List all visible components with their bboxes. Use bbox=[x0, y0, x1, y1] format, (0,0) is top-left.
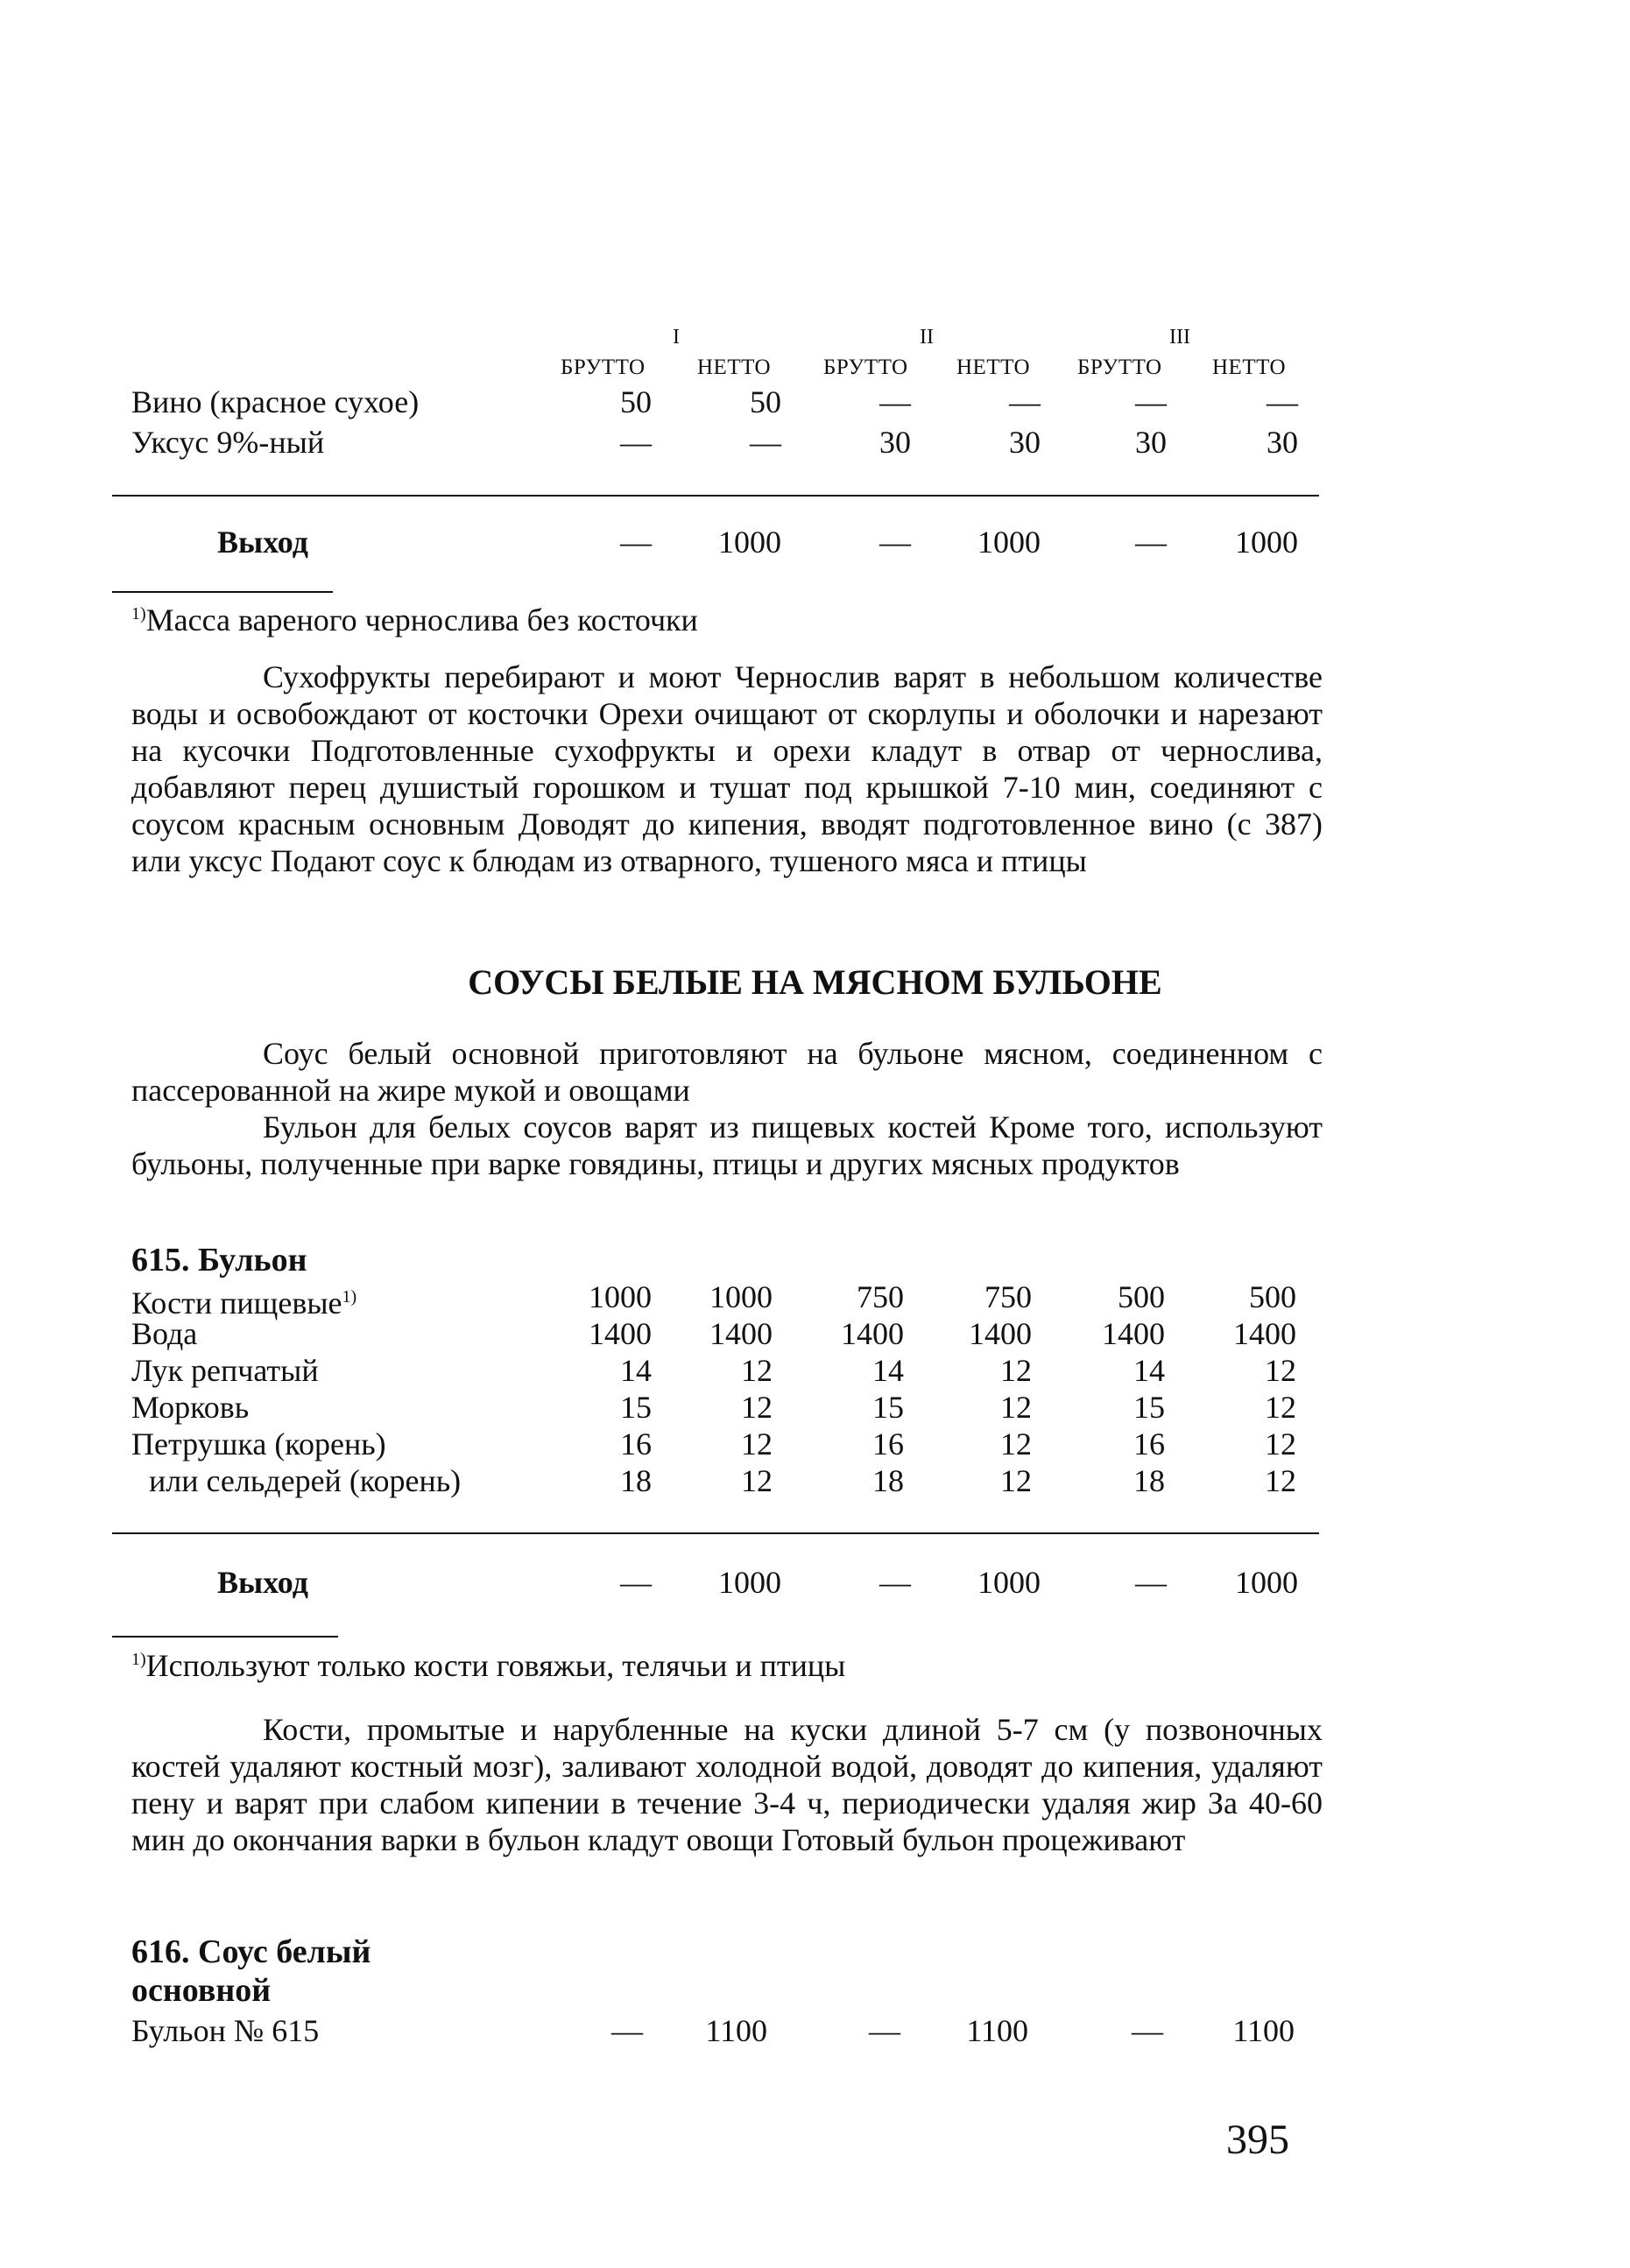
cell: 1400 bbox=[709, 1316, 773, 1351]
cell: 12 bbox=[741, 1426, 773, 1462]
cell: 14 bbox=[872, 1353, 904, 1388]
cell: — bbox=[879, 384, 911, 419]
cell: 30 bbox=[1009, 425, 1041, 460]
yield-cell: — bbox=[620, 525, 652, 560]
roman-header-2: II bbox=[920, 326, 934, 349]
cell: 16 bbox=[872, 1426, 904, 1462]
cell: — bbox=[1132, 2013, 1163, 2048]
paragraph-text: Соус белый основной приготовляют на бульоне мясном, соединенном с пассерованной на жире мукой и овощами bbox=[131, 1036, 1323, 1108]
cell: 500 bbox=[1249, 1279, 1296, 1314]
ingredient-name: Петрушка (корень) bbox=[131, 1426, 386, 1462]
paragraph-text: Кости, промытые и нарубленные на куски длиной 5-7 см (у позвоночных костей удаляют костный мозг), заливают холодной водой, доводят до кипения, удаляют пену и варят при слабом кипении в течение 3-4 ч, периодически удаляя жир За 40-60 мин до окончания варки в бульон кладут овощи Готовый бульон процеживают bbox=[131, 1712, 1323, 1857]
cell: 30 bbox=[1267, 425, 1298, 460]
table-rule bbox=[112, 495, 1319, 497]
yield-cell: 1000 bbox=[718, 525, 781, 560]
cell: 1400 bbox=[1233, 1316, 1296, 1351]
yield-cell: 1000 bbox=[1235, 525, 1298, 560]
paragraph bbox=[131, 1035, 1323, 1182]
cell: 12 bbox=[741, 1353, 773, 1388]
cell: 16 bbox=[1133, 1426, 1165, 1462]
roman-header-1: I bbox=[673, 326, 680, 349]
cell: 15 bbox=[620, 1390, 652, 1425]
col-header: НЕТТО bbox=[697, 356, 772, 379]
paragraph-text: Бульон для белых соусов варят из пищевых костей Кроме того, используют бульоны, полученные при варке говядины, птицы и других мясных продуктов bbox=[131, 1109, 1323, 1181]
cell: 12 bbox=[1265, 1390, 1296, 1425]
section-heading: СОУСЫ БЕЛЫЕ НА МЯСНОМ БУЛЬОНЕ bbox=[468, 962, 1162, 1002]
cell: 12 bbox=[741, 1463, 773, 1498]
yield-cell: 1000 bbox=[977, 1565, 1041, 1600]
footnote-rule bbox=[112, 1636, 338, 1638]
row-name: Вино (красное сухое) bbox=[131, 384, 420, 419]
page-number: 395 bbox=[1226, 2117, 1289, 2163]
yield-cell: — bbox=[879, 1565, 911, 1600]
cell: 1400 bbox=[1102, 1316, 1165, 1351]
cell: 12 bbox=[1265, 1353, 1296, 1388]
yield-cell: 1000 bbox=[977, 525, 1041, 560]
cell: 750 bbox=[984, 1279, 1032, 1314]
cell: — bbox=[750, 425, 781, 460]
cell: 1400 bbox=[589, 1316, 652, 1351]
ingredient-name: Морковь bbox=[131, 1390, 250, 1425]
yield-cell: — bbox=[620, 1565, 652, 1600]
cell: 12 bbox=[1265, 1463, 1296, 1498]
recipe-title: основной bbox=[131, 1972, 272, 2009]
footnote-rule bbox=[112, 591, 333, 593]
cell: 12 bbox=[1000, 1353, 1032, 1388]
cell: — bbox=[869, 2013, 900, 2048]
cell: 1400 bbox=[969, 1316, 1032, 1351]
cell: 1000 bbox=[709, 1279, 773, 1314]
ingredient-name: Вода bbox=[131, 1316, 198, 1351]
cell: — bbox=[611, 2013, 643, 2048]
footnote bbox=[131, 595, 698, 638]
cell: 1100 bbox=[705, 2013, 767, 2048]
yield-cell: — bbox=[1135, 525, 1167, 560]
ingredient-name: или сельдерей (корень) bbox=[149, 1463, 462, 1498]
cell: 14 bbox=[1133, 1353, 1165, 1388]
cell: 12 bbox=[741, 1390, 773, 1425]
cell: 15 bbox=[872, 1390, 904, 1425]
cell: 1400 bbox=[841, 1316, 904, 1351]
cell: — bbox=[620, 425, 652, 460]
cell: 1000 bbox=[589, 1279, 652, 1314]
col-header: НЕТТО bbox=[956, 356, 1031, 379]
cell: 500 bbox=[1118, 1279, 1165, 1314]
roman-header-3: III bbox=[1169, 326, 1190, 349]
cell: 12 bbox=[1000, 1463, 1032, 1498]
cell: 50 bbox=[750, 384, 781, 419]
table-rule bbox=[112, 1532, 1319, 1534]
cell: 16 bbox=[620, 1426, 652, 1462]
row-name: Уксус 9%-ный bbox=[131, 425, 325, 460]
cell: 30 bbox=[1135, 425, 1167, 460]
footnote-mark: 1) bbox=[131, 1650, 146, 1669]
cell: — bbox=[1267, 384, 1298, 419]
yield-cell: 1000 bbox=[1235, 1565, 1298, 1600]
recipe-title: 615. Бульон bbox=[131, 1242, 307, 1278]
cell: — bbox=[1009, 384, 1041, 419]
cell: 1100 bbox=[966, 2013, 1028, 2048]
ingredient-label: Кости пищевые bbox=[131, 1285, 342, 1321]
yield-label: Выход bbox=[217, 1565, 308, 1600]
cell: 50 bbox=[620, 384, 652, 419]
cell: 12 bbox=[1265, 1426, 1296, 1462]
col-header: БРУТТО bbox=[561, 356, 646, 379]
yield-cell: — bbox=[1135, 1565, 1167, 1600]
cell: 18 bbox=[872, 1463, 904, 1498]
cell: 12 bbox=[1000, 1390, 1032, 1425]
cell: — bbox=[1135, 384, 1167, 419]
col-header: БРУТТО bbox=[1077, 356, 1162, 379]
ingredient-name: Бульон № 615 bbox=[131, 2013, 320, 2048]
footnote bbox=[131, 1641, 845, 1684]
ingredient-name: Лук репчатый bbox=[131, 1353, 319, 1388]
cell: 30 bbox=[879, 425, 911, 460]
paragraph bbox=[131, 659, 1323, 879]
cell: 18 bbox=[620, 1463, 652, 1498]
cell: 1100 bbox=[1232, 2013, 1295, 2048]
recipe-title: 616. Соус белый bbox=[131, 1933, 371, 1970]
yield-label: Выход bbox=[217, 525, 308, 560]
yield-cell: — bbox=[879, 525, 911, 560]
yield-cell: 1000 bbox=[718, 1565, 781, 1600]
col-header: БРУТТО bbox=[823, 356, 908, 379]
col-header: НЕТТО bbox=[1212, 356, 1287, 379]
cell: 18 bbox=[1133, 1463, 1165, 1498]
paragraph bbox=[131, 1711, 1323, 1858]
footnote-text: Масса вареного чернослива без косточки bbox=[145, 602, 698, 637]
cell: 14 bbox=[620, 1353, 652, 1388]
cell: 15 bbox=[1133, 1390, 1165, 1425]
footnote-text: Используют только кости говяжьи, телячьи и птицы bbox=[145, 1648, 846, 1683]
cell: 750 bbox=[857, 1279, 904, 1314]
cell: 12 bbox=[1000, 1426, 1032, 1462]
paragraph-text: Сухофрукты перебирают и моют Чернослив варят в небольшом количестве воды и освобождают от косточки Орехи очищают от скорлупы и оболочки и нарезают на кусочки Подготовленные сухофрукты и орехи кладут в отвар от чернослива, добавляют перец душистый горошком и тушат под крышкой 7-10 мин, соединяют с соусом красным основным Доводят до кипения, вводят подготовленное вино (с 387) или уксус Подают соус к блюдам из отварного, тушеного мяса и птицы bbox=[131, 659, 1323, 878]
footnote-mark: 1) bbox=[131, 604, 146, 623]
footnote-mark: 1) bbox=[342, 1287, 357, 1307]
